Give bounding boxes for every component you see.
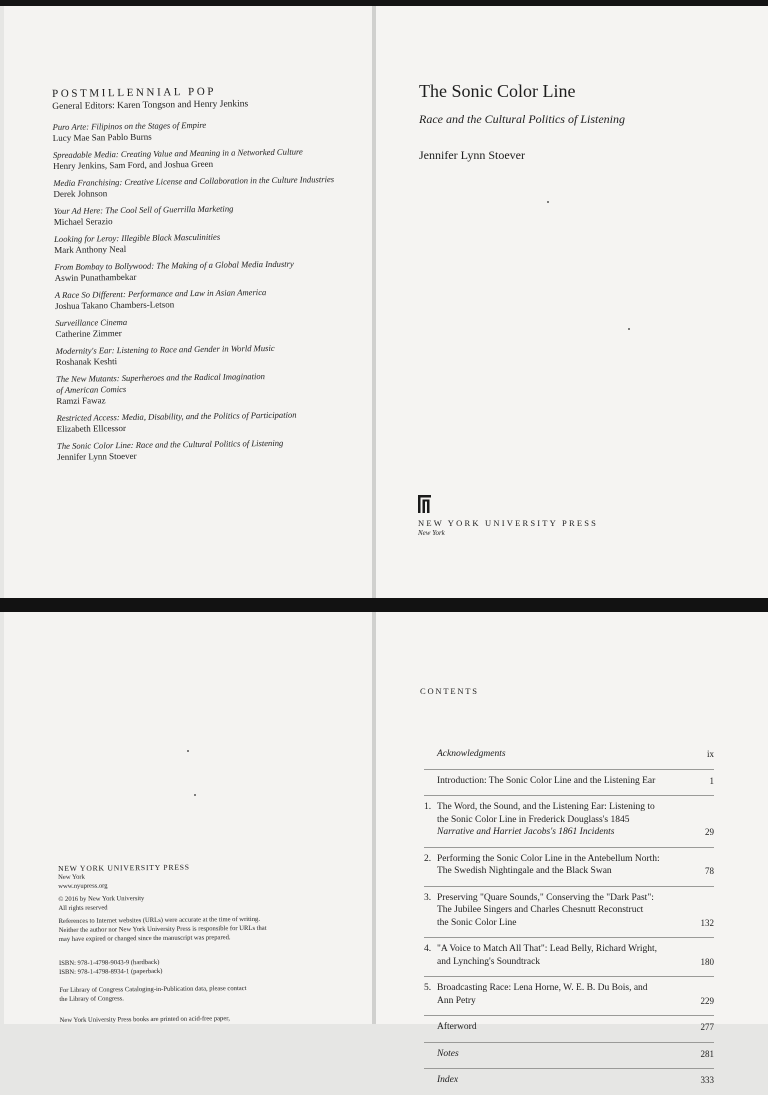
copyright-line: All rights reserved [58,904,108,912]
toc-title-continued: Narrative and Harriet Jacobs's 1861 Incidents [437,827,615,837]
series-book [56,370,356,407]
toc-title: Notes [437,1048,459,1059]
book-author: Mark Anthony Neal [54,243,127,255]
copyright-line: ISBN: 978-1-4798-8934-1 (paperback) [59,967,163,976]
copyright-block [58,861,330,1025]
copyright-line: © 2016 by New York University [58,895,145,904]
series-list [52,84,357,469]
book-author: Elizabeth Ellcessor [56,423,127,434]
series-book [52,118,352,144]
series-title: POSTMILLENNIAL POP [52,85,217,100]
series-book [53,174,353,200]
book-title: Modernity's Ear: Listening to Race and Gender in World Music [55,342,275,356]
toc-number: 3. [424,892,432,903]
series-book [57,437,357,463]
copyright-line: may have expired or changed since the manuscript was prepared. [58,933,231,943]
toc-number: 5. [424,983,432,993]
series-book [53,146,353,172]
copyright-line: New York University Press books are printed on acid-free paper, [59,1014,230,1024]
book-author: Aswin Punathambekar [54,271,137,283]
toc-entry[interactable] [424,982,714,1007]
nyu-press-logo-icon [418,495,431,513]
book-title: Puro Arte: Filipinos on the Stages of Empire [52,119,207,132]
copyright-press: NEW YORK UNIVERSITY PRESS [58,862,190,873]
book-subtitle: Race and the Cultural Politics of Listening [419,112,625,126]
toc-entry[interactable] [424,1048,714,1061]
toc-entry[interactable] [424,892,714,930]
toc-title: Broadcasting Race: Lena Horne, W. E. B. Du Bois, and [437,983,648,993]
speck [547,201,549,203]
toc-divider [424,795,714,796]
book-title: The New Mutants: Superheroes and the Radical Imagination [55,371,265,384]
book-author: Lucy Mae San Pablo Burns [52,131,152,143]
contents-page [376,612,768,1085]
series-book [54,202,354,228]
toc-page: 180 [700,956,714,967]
table-of-contents [424,748,714,1095]
series-editors: General Editors: Karen Tongson and Henry Jenkins [52,99,249,112]
toc-page: 1 [709,775,714,786]
copyright-page [4,612,372,1024]
toc-title: Afterword [437,1022,477,1032]
book-title: Restricted Access: Media, Disability, and the Politics of Participation [56,409,297,423]
book-author: Jennifer Lynn Stoever [57,450,137,462]
series-page [4,6,372,598]
toc-title-continued: the Sonic Color Line in Frederick Douglass's 1845 [437,814,630,825]
series-book [56,342,356,368]
title-page [376,6,768,598]
toc-entry[interactable] [424,748,714,761]
toc-entry[interactable] [424,943,714,968]
book-title: Your Ad Here: The Cool Sell of Guerrilla Marketing [53,203,234,216]
toc-page: 281 [700,1048,714,1059]
toc-entry[interactable] [424,775,714,788]
speck [628,328,630,330]
toc-entry[interactable] [424,1074,714,1087]
contents-heading: CONTENTS [420,686,479,696]
toc-title-continued: and Lynching's Soundtrack [437,956,541,967]
copyright-line: www.nyupress.org [58,882,108,890]
scan-page-separator [0,598,768,612]
toc-title: The Word, the Sound, and the Listening Ear: Listening to [437,802,655,812]
toc-divider [424,886,714,887]
toc-entry[interactable] [424,801,714,839]
toc-page: 277 [700,1022,714,1032]
series-book [54,230,354,256]
book-author: Catherine Zimmer [55,328,122,339]
toc-divider [424,937,714,938]
book-title: The Sonic Color Line: Race and the Cultural Politics of Listening [56,437,284,451]
book-title: Media Franchising: Creative License and Collaboration in the Culture Industries [53,174,335,188]
series-book [55,314,355,340]
toc-page: 132 [700,917,714,928]
copyright-line: Neither the author nor New York University Press is responsible for URLs that [58,924,267,934]
speck [187,750,189,752]
toc-page: 29 [705,827,714,837]
toc-title-continued: the Sonic Color Line [437,917,517,928]
toc-entry[interactable] [424,853,714,878]
toc-title-continued: The Jubilee Singers and Charles Chesnutt Reconstruct [437,905,644,915]
toc-title: Index [437,1075,459,1085]
book-author: Roshanak Keshti [55,356,118,367]
copyright-line: New York [58,873,85,881]
book-title: From Bombay to Bollywood: The Making of a Global Media Industry [54,258,294,272]
toc-divider [424,769,714,770]
copyright-line: ISBN: 978-1-4798-9043-9 (hardback) [59,959,160,968]
toc-title: Acknowledgments [437,749,506,759]
toc-title-continued: The Swedish Nightingale and the Black Swan [437,866,612,876]
book-title: Looking for Leroy: Illegible Black Masculinities [54,231,221,244]
toc-divider [424,1068,714,1069]
toc-divider [424,847,714,848]
title-block [419,80,749,127]
toc-number: 1. [424,802,432,812]
series-book [57,409,357,435]
press-name: NEW YORK UNIVERSITY PRESS [418,518,599,528]
toc-divider [424,1042,714,1043]
toc-title: Preserving "Quare Sounds," Conserving the "Dark Past": [437,892,654,903]
toc-entry[interactable] [424,1021,714,1034]
toc-divider [424,1015,714,1016]
book-title: A Race So Different: Performance and Law in Asian America [54,287,267,300]
book-title: Spreadable Media: Creating Value and Meaning in a Networked Culture [52,146,303,160]
series-book [54,258,354,284]
series-book [55,286,355,312]
toc-page: 78 [705,866,714,876]
book-author: Ramzi Fawaz [56,395,106,406]
book-author: Henry Jenkins, Sam Ford, and Joshua Green [53,158,214,171]
book-author: Michael Serazio [53,216,113,227]
toc-title: Performing the Sonic Color Line in the Antebellum North: [437,853,660,864]
copyright-line: For Library of Congress Cataloging-in-Publication data, please contact [59,985,247,995]
book-title: Surveillance Cinema [55,316,128,328]
toc-divider [424,976,714,977]
press-city: New York [418,529,445,537]
copyright-line: References to Internet websites (URLs) were accurate at the time of writing. [58,916,261,926]
book-author: Derek Johnson [53,188,108,199]
book-main-title: The Sonic Color Line [419,81,576,101]
book-author: Joshua Takano Chambers-Letson [54,299,175,311]
toc-page: 333 [700,1075,714,1085]
toc-number: 4. [424,944,432,954]
book-title-continued: of American Comics [56,383,127,395]
toc-number: 2. [424,853,432,864]
book-author-name: Jennifer Lynn Stoever [419,148,525,162]
toc-title: "A Voice to Match All That": Lead Belly, Richard Wright, [437,944,658,954]
speck [194,794,196,796]
toc-page: ix [706,749,714,759]
toc-page: 229 [700,995,714,1006]
copyright-line: the Library of Congress. [59,995,124,1003]
toc-title: Introduction: The Sonic Color Line and the Listening Ear [437,775,656,786]
toc-title-continued: Ann Petry [437,995,476,1006]
